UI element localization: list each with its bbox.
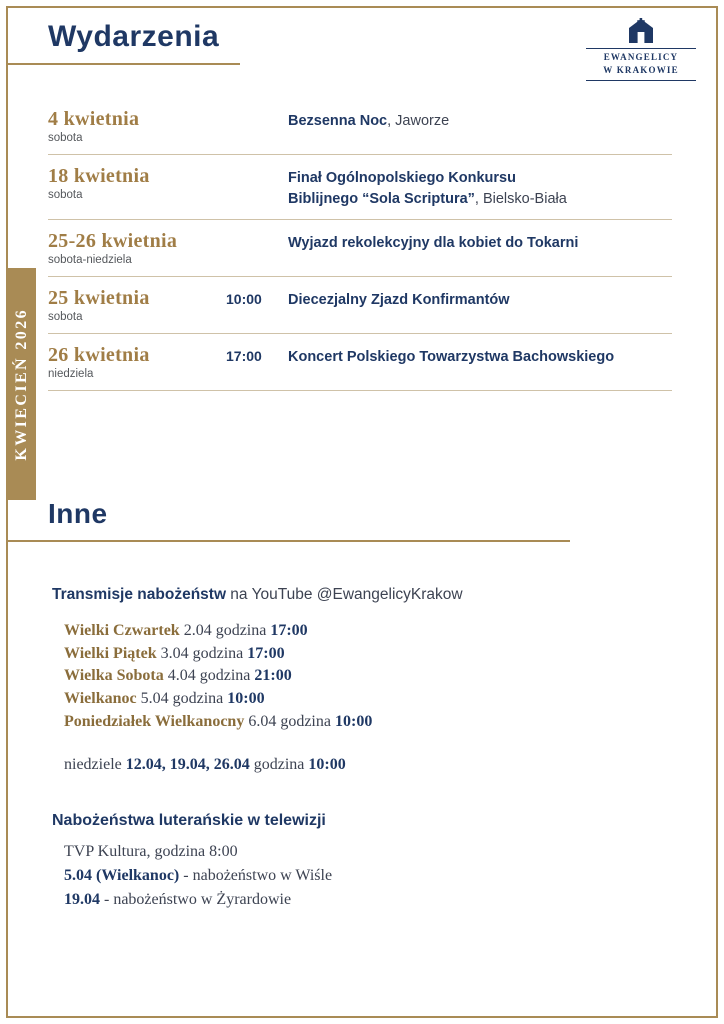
event-time: [226, 108, 288, 112]
tv-line-3: [64, 888, 672, 912]
tv-line-3-date: 19.04: [64, 890, 100, 908]
service-time: 10:00: [227, 690, 265, 708]
month-tab: [8, 268, 36, 500]
event-date-main: 25-26 kwietnia: [48, 230, 178, 253]
service-word: godzina: [215, 622, 267, 639]
event-date: [48, 165, 226, 201]
event-time: 10:00: [226, 291, 262, 308]
list-item: [64, 665, 672, 688]
stream-rest: na YouTube @EwangelicyKrakow: [226, 586, 463, 603]
event-date-main: 25 kwietnia: [48, 287, 150, 310]
event-date: [48, 344, 226, 380]
service-word: godzina: [280, 712, 331, 730]
event-description-strong: Finał Ogólnopolskiego Konkursu: [288, 170, 516, 186]
event-description: [288, 108, 672, 132]
service-label: Wielki Czwartek: [64, 622, 180, 639]
event-description-rest: , Jaworze: [387, 113, 450, 129]
church-building-icon: [626, 18, 656, 44]
sundays-line: [64, 756, 672, 774]
tv-section-title: Nabożeństwa luterańskie w telewizji: [52, 811, 326, 829]
service-date: 6.04: [248, 712, 277, 730]
tv-line-2: [64, 864, 672, 888]
logo-text: [586, 48, 696, 81]
stream-label: Transmisje nabożeństw: [52, 586, 226, 603]
event-date: [48, 230, 226, 266]
list-item: [64, 688, 672, 711]
logo-text-line2: W KRAKOWIE: [603, 65, 679, 76]
table-row: [48, 98, 672, 155]
sundays-word: godzina: [249, 755, 309, 773]
tv-section-body: [64, 840, 672, 912]
event-description-strong-2: Biblijnego “Sola Scriptura”: [288, 190, 475, 207]
services-list: [64, 620, 672, 734]
tv-line-2-date: 5.04 (Wielkanoc): [64, 866, 180, 884]
event-date: [48, 287, 226, 323]
other-section: [52, 586, 672, 912]
table-row: [48, 277, 672, 334]
service-date: 3.04: [160, 644, 189, 662]
event-date-weekday: sobota-niedziela: [48, 254, 132, 267]
sundays-time: 10:00: [308, 755, 346, 773]
service-label: Wielka Sobota: [64, 667, 164, 685]
list-item: [64, 643, 672, 666]
service-time: 17:00: [270, 622, 308, 639]
list-item: [64, 711, 672, 734]
service-date: 2.04: [183, 622, 212, 639]
event-date-weekday: sobota: [48, 189, 83, 201]
table-row: [48, 220, 672, 277]
service-time: 10:00: [334, 712, 373, 730]
sundays-prefix: niedziele: [64, 755, 126, 773]
event-date-weekday: sobota: [48, 311, 83, 324]
stream-line: [52, 586, 672, 604]
events-title-rule: [8, 63, 240, 65]
event-date-weekday: sobota: [48, 132, 83, 144]
event-description-strong: Diecezjalny Zjazd Konfirmantów: [288, 292, 510, 309]
service-time: 21:00: [254, 667, 292, 685]
month-tab-label: KWIECIEŃ 2026: [13, 307, 30, 461]
service-date: 5.04: [140, 690, 169, 708]
sundays-dates: 12.04, 19.04, 26.04: [125, 755, 250, 773]
logo: [586, 18, 696, 81]
list-item: [64, 620, 672, 643]
tv-line-3-rest: - nabożeństwo w Żyrardowie: [100, 890, 292, 908]
event-description-rest: , Bielsko-Biała: [474, 190, 567, 207]
service-word: godzina: [172, 690, 224, 708]
events-list: [48, 98, 672, 391]
service-label: Wielkanoc: [64, 690, 137, 708]
service-label: Poniedziałek Wielkanocny: [64, 712, 245, 730]
event-date-main: 18 kwietnia: [48, 165, 150, 187]
table-row: [48, 155, 672, 220]
tv-line-channel: TVP Kultura, godzina 8:00: [64, 842, 238, 860]
event-date-main: 4 kwietnia: [48, 108, 140, 130]
event-time: 17:00: [226, 348, 262, 365]
page-title-inne: Inne: [48, 498, 108, 529]
event-time: [226, 230, 288, 234]
event-time: [226, 165, 288, 169]
service-date: 4.04: [167, 667, 196, 685]
table-row: [48, 334, 672, 391]
service-word: godzina: [199, 667, 251, 685]
service-label: Wielki Piątek: [64, 644, 157, 662]
tv-line-2-rest: - nabożeństwo w Wiśle: [179, 866, 333, 884]
event-description-strong: Bezsenna Noc: [288, 113, 388, 129]
event-description: [288, 230, 672, 254]
event-date-weekday: niedziela: [48, 368, 94, 381]
logo-text-line1: EWANGELICY: [603, 52, 679, 62]
other-title-rule: [8, 540, 570, 542]
event-description: [288, 287, 672, 311]
event-description-strong: Wyjazd rekolekcyjny dla kobiet do Tokarni: [288, 235, 579, 252]
event-description: [288, 344, 672, 368]
event-date: [48, 108, 226, 144]
event-date-main: 26 kwietnia: [48, 344, 150, 367]
event-description: [288, 165, 672, 209]
page-title-wydarzenia: Wydarzenia: [48, 20, 220, 53]
service-word: godzina: [192, 644, 244, 662]
service-time: 17:00: [247, 644, 285, 662]
event-description-strong: Koncert Polskiego Towarzystwa Bachowskiego: [288, 349, 615, 366]
